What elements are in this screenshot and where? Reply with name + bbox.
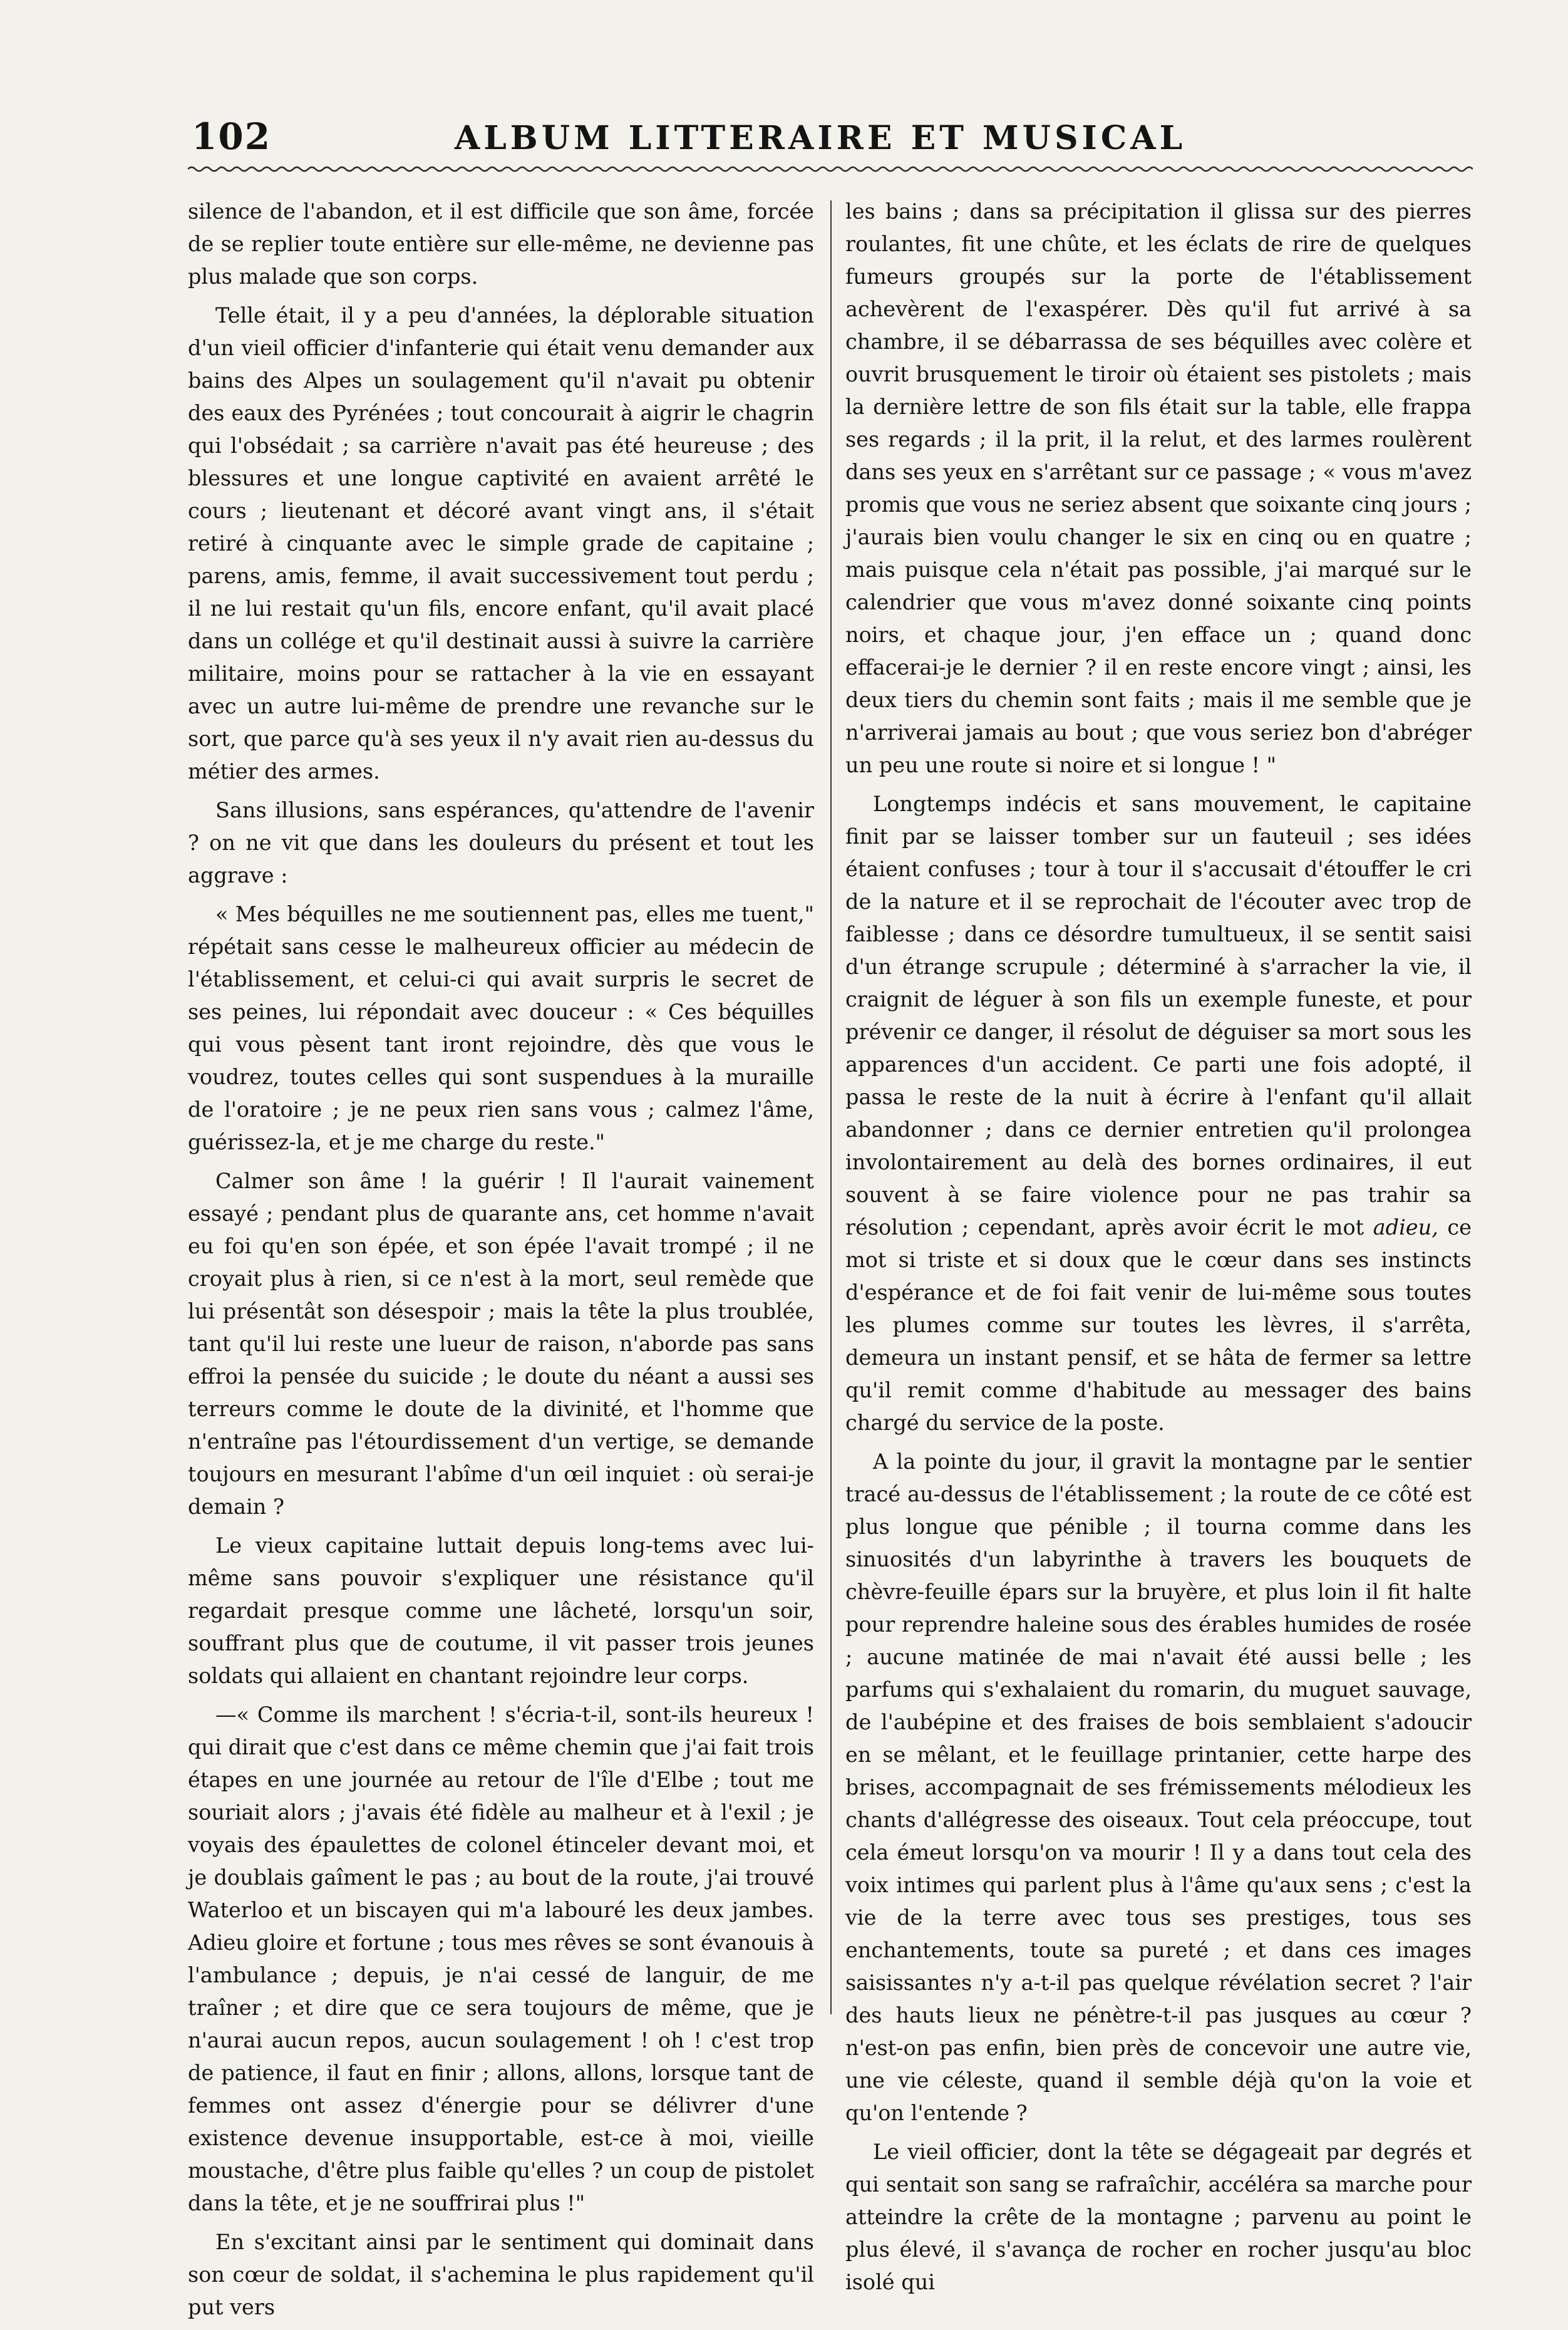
paragraph-text: Longtemps indécis et sans mouvement, le capitaine finit par se laisser tomber sur un fauteuil ; ses idées étaient confuses ; tour à tour il s'accusait d'étouffer le cri de la nature et il se reprochait de l'écouter avec trop de faiblesse ; dans ce désordre tumultueux, il se sentit saisi d'un étrange scrupule ; déterminé à s'arracher la vie, il craignit de léguer à son fils un exemple funeste, et pour prévenir ce danger, il résolut de déguiser sa mort sous les apparences d'un accident. Ce parti une fois adopté, il passa le reste de la nuit à écrire à l'enfant qu'il allait abandonner ; dans ce dernier entretien qu'il prolongea involontairement au delà des bornes ordinaires, il eut souvent à se faire violence pour ne pas trahir sa résolution ; cependant, après avoir écrit le mot bbox=[845, 792, 1472, 1240]
paragraph-text: ce mot si triste et si doux que le cœur dans ses instincts d'espérance et de foi fait venir de lui-même sous toutes les plumes comme sur toutes les lèvres, il s'arrêta, demeura un instant pensif, et se hâta de fermer sa lettre qu'il remit comme d'habitude au messager des bains chargé du service de la poste. bbox=[845, 1215, 1472, 1435]
header-wavy-rule bbox=[188, 164, 1473, 174]
running-title: ALBUM LITTERAIRE ET MUSICAL bbox=[454, 119, 1187, 157]
right-column bbox=[845, 195, 1472, 2305]
left-column bbox=[188, 195, 814, 2330]
paragraph: En s'excitant ainsi par le sentiment qui dominait dans son cœur de soldat, il s'achemina le plus rapidement qu'il put vers bbox=[188, 2230, 814, 2319]
page-number: 102 bbox=[192, 115, 272, 158]
column-divider bbox=[830, 200, 832, 2014]
paragraph: Le vieil officier, dont la tête se dégageait par degrés et qui sentait son sang se rafraîchir, accéléra sa marche pour atteindre la crête de la montagne ; parvenu au point le plus élevé, il s'avança de rocher en rocher jusqu'au bloc isolé qui bbox=[845, 2140, 1472, 2294]
paragraph: Sans illusions, sans espérances, qu'attendre de l'avenir ? on ne vit que dans les douleurs du présent et tout les aggrave : bbox=[188, 798, 814, 888]
paragraph: les bains ; dans sa précipitation il glissa sur des pierres roulantes, fit une chûte, et les éclats de rire de quelques fumeurs groupés sur la porte de l'établissement achevèrent de l'exaspérer. Dès qu'il fut arrivé à sa chambre, il se débarrassa de ses béquilles avec colère et ouvrit brusquement le tiroir où étaient ses pistolets ; mais la dernière lettre de son fils était sur la table, elle frappa ses regards ; il la prit, il la relut, et des larmes roulèrent dans ses yeux en s'arrêtant sur ce passage ; « vous m'avez promis que vous ne seriez absent que soixante cinq jours ; j'aurais bien voulu changer le six en cinq ou en quatre ; mais puisque cela n'était pas possible, j'ai marqué sur le calendrier que vous m'avez donné soixante cinq points noirs, et chaque jour, j'en efface un ; quand donc effacerai-je le dernier ? il en reste encore vingt ; ainsi, les deux tiers du chemin sont faits ; mais il me semble que je n'arriverai jamais au bout ; que vous seriez bon d'abréger un peu une route si noire et si longue ! " bbox=[845, 199, 1472, 777]
paragraph: silence de l'abandon, et il est difficile que son âme, forcée de se replier toute entière sur elle-même, ne devienne pas plus malade que son corps. bbox=[188, 199, 814, 289]
paragraph: Le vieux capitaine luttait depuis long-tems avec lui-même sans pouvoir s'expliquer une résistance qu'il regardait presque comme une lâcheté, lorsqu'un soir, souffrant plus que de coutume, il vit passer trois jeunes soldats qui allaient en chantant rejoindre leur corps. bbox=[188, 1533, 814, 1688]
paragraph: « Mes béquilles ne me soutiennent pas, elles me tuent," répétait sans cesse le malheureux officier au médecin de l'établissement, et celui-ci qui avait surpris le secret de ses peines, lui répondait avec douceur : « Ces béquilles qui vous pèsent tant iront rejoindre, dès que vous le voudrez, toutes celles qui sont suspendues à la muraille de l'oratoire ; je ne peux rien sans vous ; calmez l'âme, guérissez-la, et je me charge du reste." bbox=[188, 902, 814, 1154]
italic-word: adieu, bbox=[1373, 1215, 1438, 1240]
paragraph: —« Comme ils marchent ! s'écria-t-il, sont-ils heureux ! qui dirait que c'est dans ce même chemin que j'ai fait trois étapes en une journée au retour de l'île d'Elbe ; tout me souriait alors ; j'avais été fidèle au malheur et à l'exil ; je voyais des épaulettes de colonel étinceler devant moi, et je doublais gaîment le pas ; au bout de la route, j'ai trouvé Waterloo et un biscayen qui m'a labouré les deux jambes. Adieu gloire et fortune ; tous mes rêves se sont évanouis à l'ambulance ; depuis, je n'ai cessé de languir, de me traîner ; et dire que ce sera toujours de même, que je n'aurai aucun repos, aucun soulagement ! oh ! c'est trop de patience, il faut en finir ; allons, allons, lorsque tant de femmes ont assez d'énergie pour se délivrer d'une existence devenue insupportable, est-ce à moi, vieille moustache, d'être plus faible qu'elles ? un coup de pistolet dans la tête, et je ne souffrirai plus !" bbox=[188, 1702, 814, 2215]
paragraph: Telle était, il y a peu d'années, la déplorable situation d'un vieil officier d'infanterie qui était venu demander aux bains des Alpes un soulagement qu'il n'avait pu obtenir des eaux des Pyrénées ; tout concourait à aigrir le chagrin qui l'obsédait ; sa carrière n'avait pas été heureuse ; des blessures et une longue captivité en avaient arrêté le cours ; lieutenant et décoré avant vingt ans, il s'était retiré à cinquante avec le simple grade de capitaine ; parens, amis, femme, il avait successivement tout perdu ; il ne lui restait qu'un fils, encore enfant, qu'il avait placé dans un collége et qu'il destinait aussi à suivre la carrière militaire, moins pour se rattacher à la vie en essayant avec un autre lui-même de prendre une revanche sur le sort, que parce qu'à ses yeux il n'y avait rien au-dessus du métier des armes. bbox=[188, 303, 814, 784]
paragraph: A la pointe du jour, il gravit la montagne par le sentier tracé au-dessus de l'établissement ; la route de ce côté est plus longue que pénible ; il tourna comme dans les sinuosités d'un labyrinthe à travers les bouquets de chèvre-feuille épars sur la bruyère, et plus loin il fit halte pour reprendre haleine sous des érables humides de rosée ; aucune matinée de mai n'avait été aussi belle ; les parfums qui s'exhalaient du romarin, du muguet sauvage, de l'aubépine et des fraises de bois semblaient s'adoucir en se mêlant, et le feuillage printanier, cette harpe des brises, accompagnait de ses frémissements mélodieux les chants d'allégresse des oiseaux. Tout cela préoccupe, tout cela émeut lorsqu'on va mourir ! Il y a dans tout cela des voix intimes qui parlent plus à l'âme qu'aux sens ; c'est la vie de la terre avec tous ses prestiges, tous ses enchantements, toute sa pureté ; et dans ces images saisissantes n'y a-t-il pas quelque révélation secret ? l'air des hauts lieux ne pénètre-t-il pas jusques au cœur ? n'est-on pas enfin, bien près de concevoir une autre vie, une vie céleste, quand il semble déjà qu'on la voie et qu'on l'entende ? bbox=[845, 1449, 1472, 2125]
paragraph bbox=[845, 788, 1472, 1439]
paragraph: Calmer son âme ! la guérir ! Il l'aurait vainement essayé ; pendant plus de quarante ans, cet homme n'avait eu foi qu'en son épée, et son épée l'avait trompé ; il ne croyait plus à rien, si ce n'est à la mort, seul remède que lui présentât son désespoir ; mais la tête la plus troublée, tant qu'il lui reste une lueur de raison, n'aborde pas sans effroi la pensée du suicide ; le doute du néant a aussi ses terreurs comme le doute de la divinité, et l'homme que n'entraîne pas l'étourdissement d'un vertige, se demande toujours en mesurant l'abîme d'un œil inquiet : où serai-je demain ? bbox=[188, 1169, 814, 1519]
